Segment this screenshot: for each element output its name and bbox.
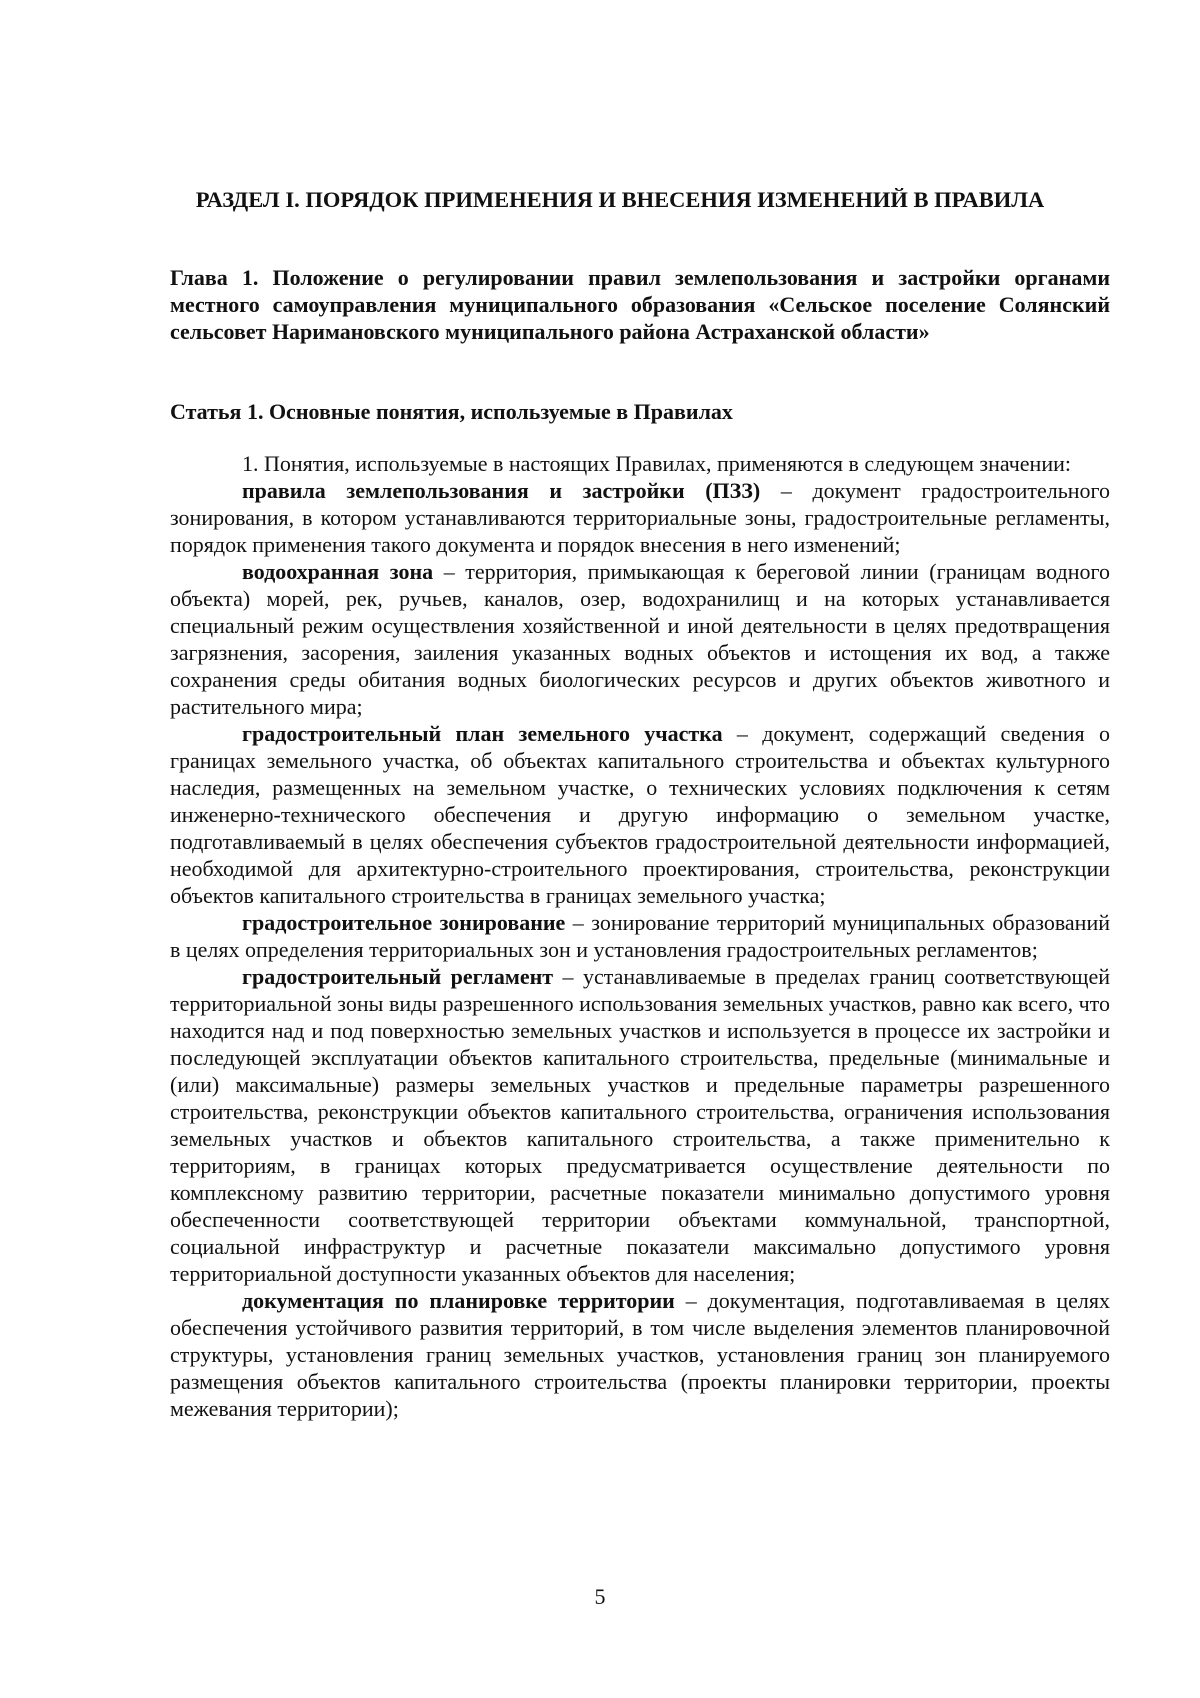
- definition-text: – документ градостроительного зонирования, в котором устанавливаются территориальные зоны, градостроительные регламенты, порядок применения такого документа и порядок внесения в него изменений;: [170, 478, 1110, 557]
- definition-text: – зонирование территорий муниципальных образований в целях определения территориальных зон и установления градостроительных регламентов;: [170, 910, 1111, 962]
- page-number: 5: [594, 1584, 606, 1609]
- definition-text: – устанавливаемые в пределах границ соответствующей территориальной зоны виды разрешенного использования земельных участков, равно как всего, что находится над и под поверхностью земельных участков и используется в процессе их застройки и последующей эксплуатации объектов капитального строительства, предельные (минимальные и (или) максимальные) размеры земельных участков и предельные параметры разрешенного строительства, реконструкции объектов капитального строительства, ограничения использования земельных участков и объектов капитального строительства, а также применительно к территориям, в границах которых предусматривается осуществление деятельности по комплексному развитию территории, расчетные показатели минимально допустимого уровня обеспеченности соответствующей территории объектами коммунальной, транспортной, социальной инфраструктур и расчетные показатели максимально допустимого уровня территориальной доступности указанных объектов для населения;: [170, 964, 1110, 1286]
- definition-paragraph: [170, 909, 1110, 963]
- section-title: РАЗДЕЛ I. ПОРЯДОК ПРИМЕНЕНИЯ И ВНЕСЕНИЯ ИЗМЕНЕНИЙ В ПРАВИЛА: [195, 187, 1045, 212]
- definition-term: градостроительный план земельного участка: [242, 721, 723, 746]
- definition-paragraph: [170, 963, 1110, 1287]
- definition-paragraph: [170, 1287, 1110, 1422]
- definition-term: документация по планировке территории: [242, 1288, 675, 1313]
- definition-paragraph: [170, 720, 1110, 909]
- definition-term: правила землепользования и застройки (ПЗЗ): [242, 478, 761, 503]
- definition-paragraph: [170, 477, 1110, 558]
- article-body: [170, 450, 1110, 1422]
- definition-term: градостроительное зонирование: [242, 910, 566, 935]
- definition-paragraph: [170, 558, 1110, 720]
- definition-term: градостроительный регламент: [242, 964, 554, 989]
- definition-term: водоохранная зона: [242, 559, 434, 584]
- chapter-title: Глава 1. Положение о регулировании правил землепользования и застройки органами местного самоуправления муниципального образования «Сельское поселение Солянский сельсовет Наримановского муниципального района Астраханской области»: [170, 265, 1110, 344]
- definition-text: – документация, подготавливаемая в целях обеспечения устойчивого развития территорий, в том числе выделения элементов планировочной структуры, установления границ земельных участков, установления границ зон планируемого размещения объектов капитального строительства (проекты планировки территории, проекты межевания территории);: [170, 1288, 1111, 1421]
- definition-text: – документ, содержащий сведения о границах земельного участка, об объектах капитального строительства и объектах культурного наследия, размещенных на земельном участке, о технических условиях подключения к сетям инженерно-технического обеспечения и другую информацию о земельном участке, подготавливаемый в целях обеспечения субъектов градостроительной деятельности информацией, необходимой для архитектурно-строительного проектирования, строительства, реконструкции объектов капитального строительства в границах земельного участка;: [170, 721, 1110, 908]
- definition-text: – территория, примыкающая к береговой линии (границам водного объекта) морей, рек, ручьев, каналов, озер, водохранилищ и на которых устанавливается специальный режим осуществления хозяйственной и иной деятельности в целях предотвращения загрязнения, засорения, заиления указанных водных объектов и истощения их вод, а также сохранения среды обитания водных биологических ресурсов и других объектов животного и растительного мира;: [170, 559, 1110, 719]
- article-title: Статья 1. Основные понятия, используемые в Правилах: [170, 399, 733, 424]
- intro-paragraph: 1. Понятия, используемые в настоящих Правилах, применяются в следующем значении:: [242, 451, 1071, 476]
